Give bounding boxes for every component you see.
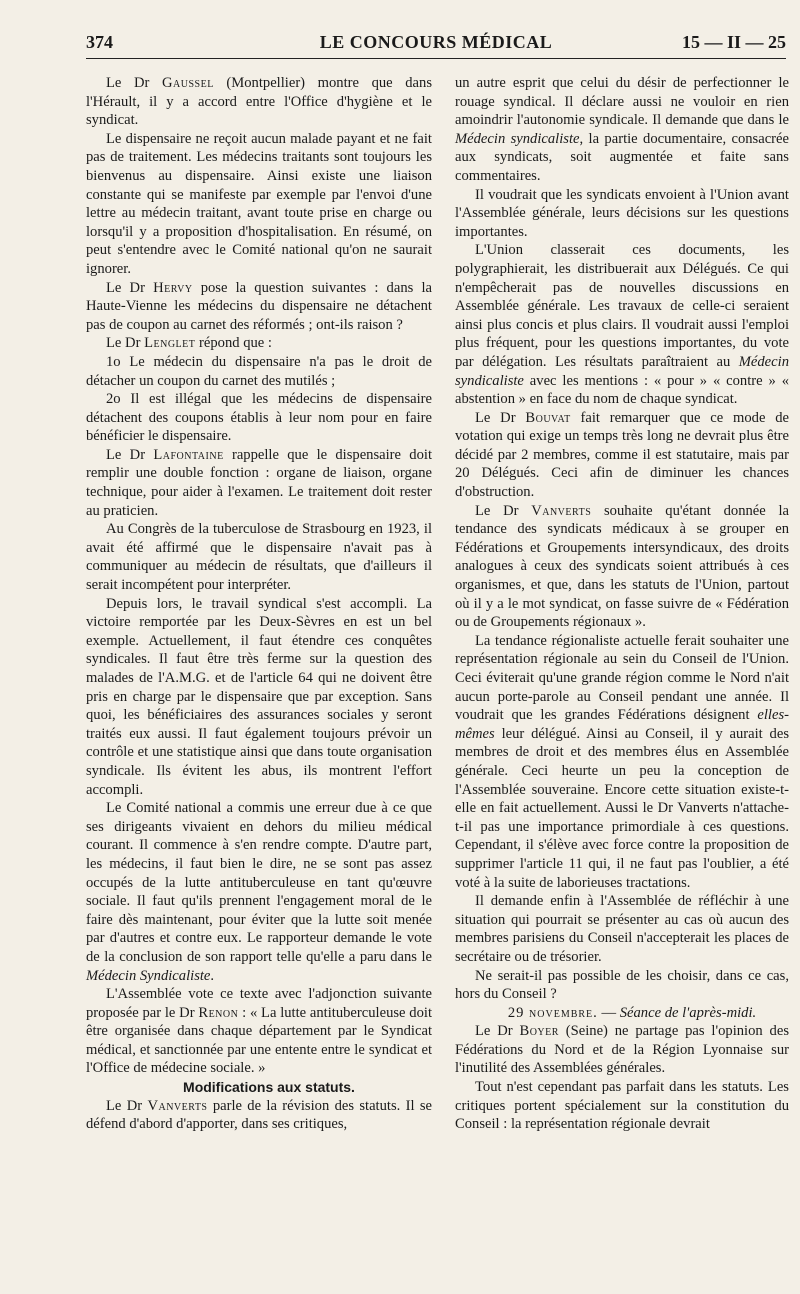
paragraph: Il demande enfin à l'Assemblée de réfléchir à une situation qui pourrait se présenter au cas où aucun des membres parisiens du Conseil n'accepterait les places de secrétaire ou de trésorier. [455, 893, 789, 965]
left-column [86, 74, 432, 1134]
paragraph: Le Comité national a commis une erreur due à ce que ses dirigeants vivaient en dehors du milieu médical courant. Il commence à s'en rendre compte. D'autre part, les médecins, il faut bien le dire, ne se sont pas assez occupés de la lutte antituberculeuse en tant qu'œuvre sociale. Il faut qu'ils prennent l'engagement moral de le faire dès maintenant, pour éviter que la lutte soit menée par d'autres et contre eux. Le rapporteur demande le vote de la conclusion de son rapport telle qu'elle a paru dans le Médecin Syndicaliste. [86, 800, 432, 984]
doctor-name: Renon [198, 1004, 239, 1021]
paragraph: Le Dr Boyer (Seine) ne partage pas l'opinion des Fédérations du Nord et de la Région Lyonnaise sur l'inutilité des Assemblées générales. [455, 1023, 789, 1077]
doctor-name: Lafontaine [153, 446, 224, 463]
doctor-name: Vanverts [531, 502, 592, 519]
page-header [86, 30, 786, 59]
doctor-name: Hervy [153, 279, 193, 296]
doctor-name: Bouvat [525, 409, 571, 426]
paragraph: Le Dr Vanverts parle de la révision des statuts. Il se défend d'abord d'apporter, dans ses critiques, [86, 1097, 432, 1133]
right-column [455, 74, 789, 1134]
paragraph: Il voudrait que les syndicats envoient à l'Union avant l'Assemblée générale, leurs décisions sur les questions importantes. [455, 186, 789, 240]
journal-title: LE CONCOURS MÉDICAL [319, 32, 553, 52]
doctor-name: Gaussel [162, 75, 214, 91]
paragraph: Le Dr Gaussel (Montpellier) montre que dans l'Hérault, il y a accord entre l'Office d'hygiène et le syndicat. [86, 75, 433, 129]
paragraph: Depuis lors, le travail syndical s'est accompli. La victoire remportée par les Deux-Sèvres en est un bel exemple. Actuellement, il faut étendre ces conquêtes syndicales. Il faut être très ferme sur la question des malades de l'A.M.G. et de l'article 64 qui ne doivent être pris en charge par le dispensaire que par exception. Sans quoi, les bénéficiaires des assurances sociales y seront traités eux aussi. Il faut également toujours prévoir un contrôle et une statistique ainsi que dans toute organisation syndicale. Ils évitent les abus, ils montrent l'effort accompli. [86, 595, 432, 798]
paragraph: L'Assemblée vote ce texte avec l'adjonction suivante proposée par le Dr Renon : « La lutte antituberculeuse doit être organisée dans chaque département par le Syndicat médical, et sanctionnée par une entente entre le syndicat et l'Office de médecine sociale. » [86, 986, 433, 1077]
issue-date: 15 — II — 25 [681, 32, 786, 52]
paragraph: Le Dr Lenglet répond que : [106, 335, 272, 352]
paragraph: Le Dr Lafontaine rappelle que le dispensaire doit remplir une double fonction : organe de liaison, organe technique, pour aider à l'examen. Le traitement doit rester au praticien. [86, 446, 432, 519]
paragraph: Le dispensaire ne reçoit aucun malade payant et ne fait pas de traitement. Les médecins traitants sont toujours les bienvenus au dispensaire. Ainsi existe une liaison constante qui se manifeste par exemple par l'envoi d'une lettre au médecin traitant, avant toute prise en charge ou lorsqu'il y a proposition d'hospitalisation. En résumé, on peut s'entendre avec le Comité national qu'on ne saurait ignorer. [86, 130, 432, 277]
paragraph: 2o Il est illégal que les médecins de dispensaire détachent des coupons établis à leur nom pour en faire bénéficier le dispensaire. [86, 391, 432, 445]
doctor-name: Lenglet [144, 335, 196, 352]
page-number: 374 [86, 32, 113, 52]
paragraph: Tout n'est cependant pas parfait dans les statuts. Les critiques portent spécialement sur la constitution du Conseil : la représentation régionale devrait [455, 1079, 789, 1133]
paragraph: Ne serait-il pas possible de les choisir, dans ce cas, hors du Conseil ? [455, 967, 789, 1003]
doctor-name: Boyer [519, 1023, 559, 1040]
paragraph: Au Congrès de la tuberculose de Strasbourg en 1923, il avait été affirmé que le dispensaire n'avait pas à communiquer au médecin de résultats, que d'ailleurs il serait incompétent pour interpréter. [86, 521, 432, 594]
paragraph: L'Union classerait ces documents, les polygraphierait, les distribuerait aux Délégués. Ce qui n'empêcherait pas de nouvelles discussions en Assemblée générale. Les travaux de celle-ci seraient ainsi plus concis et plus clairs. Il voudrait aussi l'emploi plus fréquent, pour les questions importantes, du vote par délégation. Les résultats paraîtraient au Médecin syndicaliste avec les mentions : « pour » « contre » « abstention » en face du nom de chaque syndicat. [455, 242, 789, 408]
paragraph: 1o Le médecin du dispensaire n'a pas le droit de détacher un coupon du carnet des mutilés ; [86, 353, 432, 389]
doctor-name: Vanverts [147, 1097, 208, 1114]
section-heading: Modifications aux statuts. [183, 1079, 355, 1096]
session-heading: 29 novembre. — Séance de l'après-midi. [507, 1004, 757, 1021]
paragraph: Le Dr Hervy pose la question suivantes : dans la Haute-Vienne les médecins du dispensaire ne détachent pas de coupon au carnet des réformés ; ont-ils raison ? [86, 279, 432, 333]
paragraph: un autre esprit que celui du désir de perfectionner le rouage syndical. Il déclare aussi ne vouloir en rien amoindrir l'autonomie syndicale. Il demande que dans le Médecin syndicaliste, la partie documentaire, consacrée aux syndicats, soit augmentée et faite sans commentaires. [455, 75, 789, 184]
paragraph: La tendance régionaliste actuelle ferait souhaiter une représentation régionale au sein du Conseil de l'Union. Ceci éviterait qu'une grande région comme le Nord n'ait aucun porte-parole au Conseil pendant une année. Il voudrait que les grandes Fédérations désignent elles-mêmes leur délégué. Ainsi au Conseil, il y aurait des membres de droit et des membres élus en Assemblée générale. Ceci heurte un peu la conception de l'Assemblée souveraine. Encore cette situation existe-t-elle en fait actuellement. Aussi le Dr Vanverts n'attache-t-il pas une importance primordiale à ces questions. Cependant, il s'élève avec force contre la proposition de supprimer l'article 11 qui, il ne faut pas l'oublier, a été voté à la suite de laborieuses tractations. [455, 632, 789, 891]
paragraph: Le Dr Vanverts souhaite qu'étant donnée la tendance des syndicats médicaux à se grouper en Fédérations et Groupements intersyndicaux, des droits analogues à ceux des syndicats soient attribués à ces organismes, et que, dans les statuts de l'Union, partout où il y a le mot syndicat, on fasse suivre de « Fédération ou de Groupements régionaux ». [455, 502, 789, 631]
paragraph: Le Dr Bouvat fait remarquer que ce mode de votation qui exige un temps très long ne devrait plus être décidé par 2 membres, comme il est statutaire, mais par 20 Délégués. Ceci afin de diminuer les chances d'obstruction. [455, 409, 789, 501]
